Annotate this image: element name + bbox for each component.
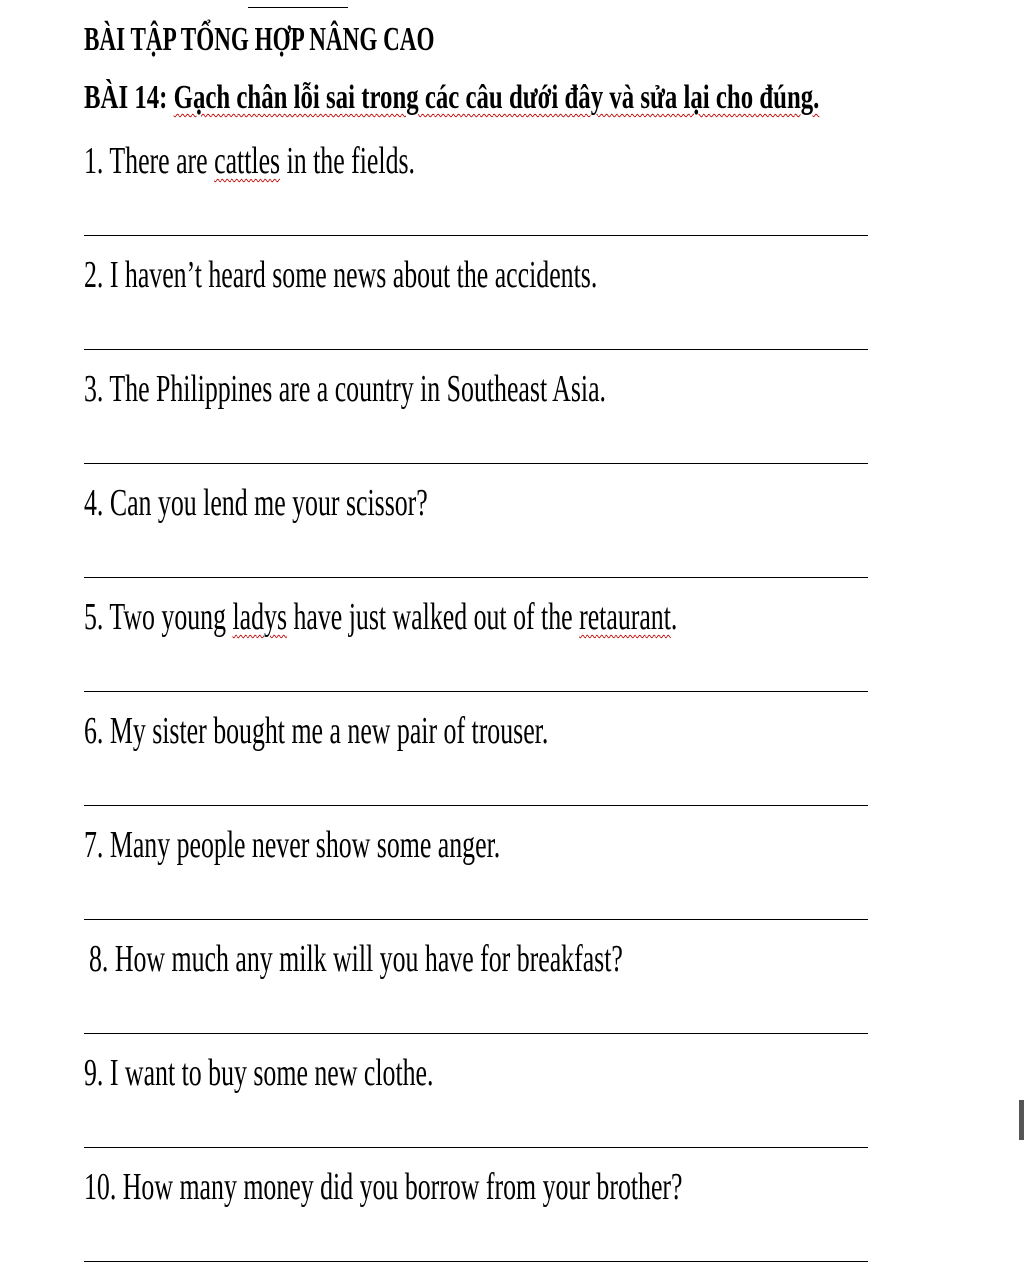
instruction-text: Gạch chân lỗi sai trong các câu dưới đây và sửa lại cho đúng.	[173, 79, 820, 116]
question-sentence: The Philippines are a country in Southeast Asia.	[109, 368, 606, 410]
question-sentence: I want to buy some new clothe.	[109, 1052, 434, 1094]
question-text-after: .	[670, 596, 678, 638]
question-text	[84, 367, 606, 411]
question-1	[84, 139, 868, 253]
question-text	[84, 823, 500, 867]
question-6	[84, 709, 868, 823]
exercise-instruction	[84, 79, 819, 117]
question-number: 6.	[84, 710, 104, 752]
flagged-word: ladys	[232, 596, 288, 638]
question-9	[84, 1051, 868, 1165]
question-sentence: How many money did you borrow from your brother?	[122, 1166, 683, 1208]
answer-line[interactable]	[84, 235, 868, 236]
question-sentence: Can you lend me your scissor?	[109, 482, 428, 524]
question-text	[84, 139, 415, 183]
question-text	[84, 481, 428, 525]
answer-line[interactable]	[84, 1147, 868, 1148]
question-text-before: There are	[109, 140, 215, 182]
answer-line[interactable]	[84, 919, 868, 920]
answer-line[interactable]	[84, 1033, 868, 1034]
answer-line[interactable]	[84, 463, 868, 464]
question-text	[84, 709, 548, 753]
question-sentence: How much any milk will you have for breakfast?	[114, 938, 623, 980]
question-text	[84, 1051, 433, 1095]
question-number: 1.	[84, 140, 104, 182]
question-number: 8.	[89, 938, 109, 980]
answer-line[interactable]	[84, 805, 868, 806]
question-number: 4.	[84, 482, 104, 524]
question-text-before: Two young	[109, 596, 233, 638]
question-text-after: in the fields.	[280, 140, 416, 182]
question-text	[84, 595, 677, 639]
top-rule	[248, 7, 348, 8]
question-text	[84, 253, 597, 297]
question-text-middle: have just walked out of the	[287, 596, 580, 638]
flagged-word: cattles	[214, 140, 281, 182]
question-sentence: I haven’t heard some news about the accidents.	[109, 254, 598, 296]
page-edge-mark	[1019, 1100, 1024, 1140]
question-3	[84, 367, 868, 481]
answer-line[interactable]	[84, 349, 868, 350]
question-number: 9.	[84, 1052, 104, 1094]
question-text	[89, 937, 623, 981]
exercise-label: BÀI 14:	[84, 79, 168, 116]
flagged-word-2: retaurant	[579, 596, 671, 638]
question-5	[84, 595, 868, 709]
question-number: 7.	[84, 824, 104, 866]
question-4	[84, 481, 868, 595]
question-2	[84, 253, 868, 367]
answer-line[interactable]	[84, 577, 868, 578]
question-sentence: Many people never show some anger.	[109, 824, 501, 866]
question-number: 5.	[84, 596, 104, 638]
worksheet-title: BÀI TẬP TỔNG HỢP NÂNG CAO	[84, 21, 435, 58]
question-number: 10.	[84, 1166, 117, 1208]
question-8	[84, 937, 868, 1051]
question-number: 2.	[84, 254, 104, 296]
question-text	[84, 1165, 683, 1209]
answer-line[interactable]	[84, 691, 868, 692]
question-7	[84, 823, 868, 937]
question-sentence: My sister bought me a new pair of trouser.	[109, 710, 549, 752]
question-10	[84, 1165, 868, 1279]
answer-line[interactable]	[84, 1261, 868, 1262]
question-number: 3.	[84, 368, 104, 410]
